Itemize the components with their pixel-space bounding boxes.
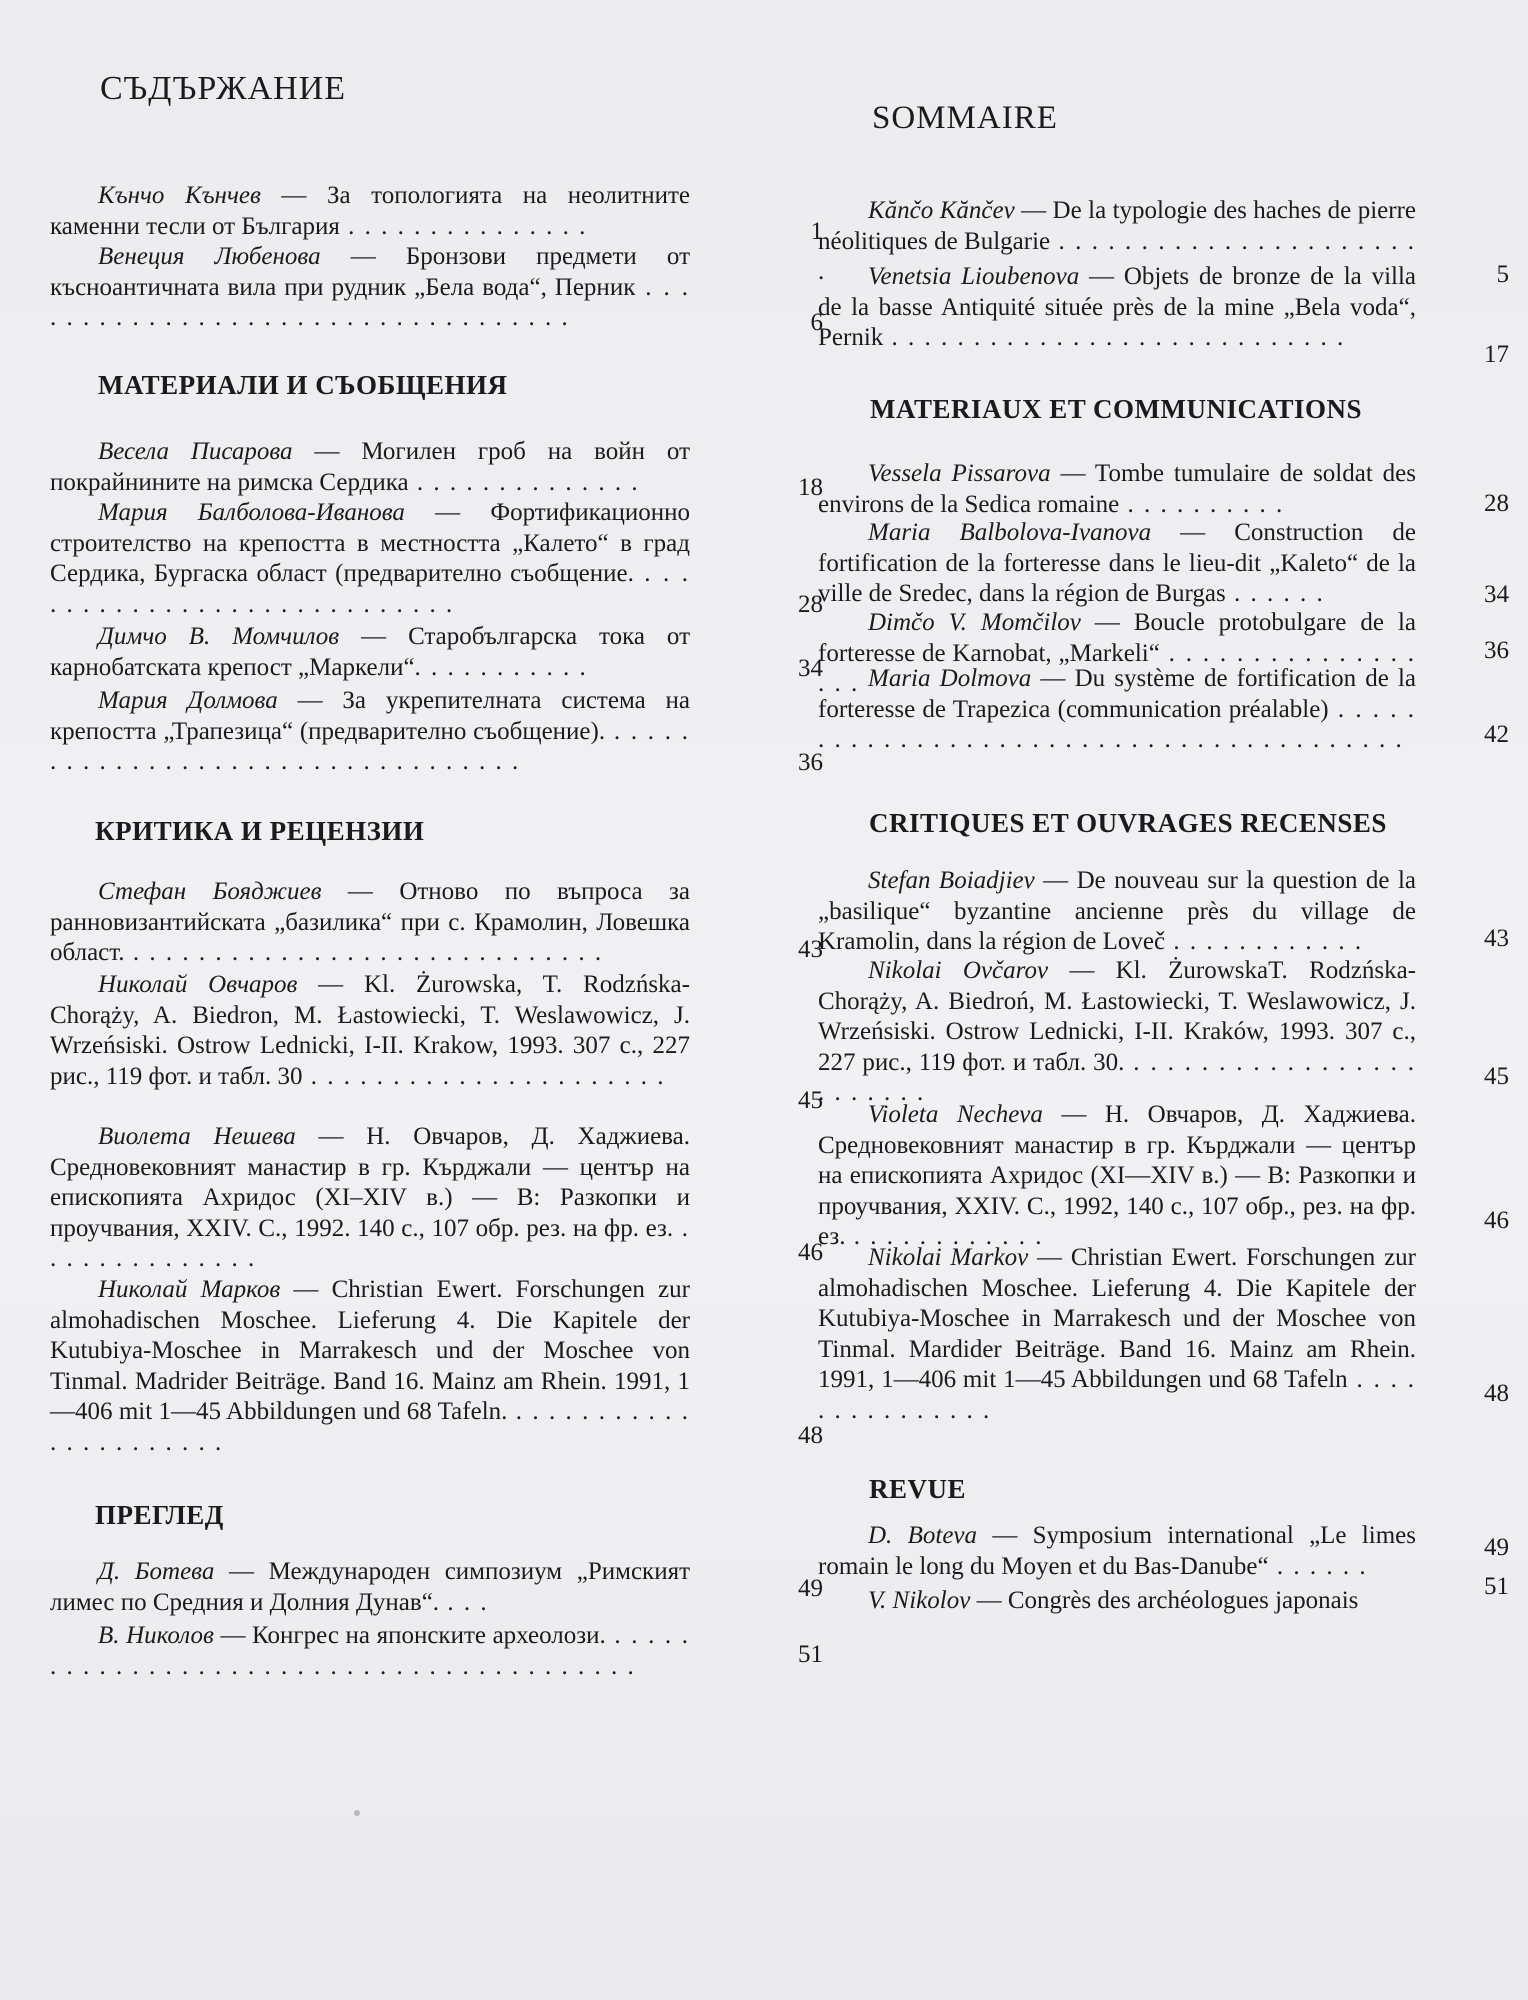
entry-author: Николай Марков xyxy=(98,1276,281,1303)
toc-entry xyxy=(50,1275,823,1458)
toc-entry xyxy=(50,1621,823,1682)
section-heading: МАТЕРИАЛИ И СЪОБЩЕНИЯ xyxy=(98,370,508,400)
toc-entry xyxy=(50,1557,823,1618)
section-heading: ПРЕГЛЕД xyxy=(95,1500,224,1530)
entry-author: Kănčo Kănčev xyxy=(868,197,1015,224)
entry-leader-dots: . . . . . . . . . . . . . . . xyxy=(818,1366,1417,1424)
entry-page-number: 1 xyxy=(810,218,823,245)
entry-leader-dots: . . . . . . . . . . . . xyxy=(1165,928,1364,955)
entry-leader-dots: . . . . . . . . . . . . . . . . . . . . . . . . . . . . xyxy=(50,560,691,618)
entry-title: — Symposium international „Le limes romain le long du Moyen et du Bas-Danube“ xyxy=(818,1522,1416,1580)
entry-title: — Н. Овчаров, Д. Хаджиева. Средновековният манастир в гр. Кърджали — център на епископията Ахридос (XI–XIV в.) — В: Разкопки и проучвания, XXIV. С., 1992. 140 с., 107 обр. рез. на фр. ез. xyxy=(50,1123,690,1242)
entry-page-number: 48 xyxy=(1484,1380,1509,1407)
entry-author: Nikolai Markov xyxy=(868,1244,1029,1271)
entry-leader-dots: . . . . . . . . . . . . . . . xyxy=(339,212,588,240)
toc-entry xyxy=(818,664,1509,756)
entry-page-number: 28 xyxy=(798,591,823,618)
section-heading: CRITIQUES ET OUVRAGES RECENSES xyxy=(869,808,1387,838)
toc-entry xyxy=(818,1100,1509,1253)
entry-title: — Н. Овчаров, Д. Хаджиева. Средновековният манастир в гр. Кърджали — център на епископията Ахридос (XI—XIV в.) — В: Разкопки и проучвания, XXIV. С., 1992, 140 с., 107 обр., рез. на фр. ез. xyxy=(818,1101,1416,1250)
entry-leader-dots: . . . . . . . . . . . . . . . . . . . . . . . xyxy=(818,227,1417,285)
entry-title: — Отново по въпроса за ранновизантийската „базилика“ при с. Крамолин, Ловешка област. xyxy=(50,878,690,966)
entry-title: — Christian Ewert. Forschungen zur almohadischen Moschee. Lieferung 4. Die Kapitele der Kutubiya-Moschee in Marrakesch und der Moschee von Tinmal. Madrider Beiträge. Band 16. Mainz am Rhein. 1991, 1—406 mit 1—45 Abbildungen und 68 Tafeln. xyxy=(50,1276,690,1425)
entry-leader-dots: . . . . . . . . . . . . . . . . . . . . . . xyxy=(50,1398,690,1456)
paper-mark xyxy=(354,1810,360,1816)
entry-page-number: 42 xyxy=(1484,721,1509,748)
section-heading: REVUE xyxy=(869,1474,967,1504)
entry-page-number: 34 xyxy=(1484,581,1509,608)
entry-author: Димчо В. Момчилов xyxy=(98,623,340,650)
section-heading: MATERIAUX ET COMMUNICATIONS xyxy=(870,394,1363,424)
entry-title: — Congrès des archéologues japonais xyxy=(970,1587,1359,1614)
toc-entry xyxy=(818,1521,1509,1582)
entry-author: Мария Балболова-Иванова xyxy=(98,499,405,526)
entry-title: — Objets de bronze de la villa de la basse Antiquité située près de la mine „Bela voda“, Pernik xyxy=(818,263,1416,351)
entry-title: — Boucle protobulgare de la forteresse de Karnobat, „Markeli“ xyxy=(818,609,1416,667)
entry-leader-dots: . . . . . . . . . . . . . . . . . . . . . . . . . . . . . . . . . . . xyxy=(50,273,690,331)
entry-leader-dots: . . . . . . xyxy=(1225,580,1325,607)
entry-leader-dots: . . . . . . . . . . . . . . xyxy=(408,468,640,496)
entry-author: Violeta Necheva xyxy=(868,1101,1043,1128)
entry-leader-dots: . . . . . . . . . . . . . . . . . . . . . . xyxy=(302,1062,666,1090)
entry-author: Venetsia Lioubenova xyxy=(868,263,1080,290)
entry-title: — De nouveau sur la question de la „basilique“ byzantine ancienne près du village de Kramolin, dans la région de Loveč xyxy=(818,867,1417,955)
entry-leader-dots: . . . . . . . . . . . . . . . . . . . . . . . . . . . . xyxy=(883,324,1346,351)
entry-author: Д. Ботева xyxy=(98,1558,215,1585)
entry-page-number: 43 xyxy=(798,936,823,963)
toc-entry xyxy=(50,242,823,336)
contents-title: СЪДЪРЖАНИЕ xyxy=(100,70,347,107)
entry-author: Стефан Бояджиев xyxy=(98,878,322,905)
entry-leader-dots: . . . . . . . . . . . xyxy=(414,653,588,681)
entry-author: В. Николов xyxy=(98,1622,214,1649)
entry-leader-dots: . . . . . . xyxy=(1268,1552,1368,1580)
toc-entry xyxy=(50,437,823,501)
toc-entry xyxy=(50,877,823,969)
entry-leader-dots: . . . . . . . . . . . . . . . . . . . . . . . . . . . . . . . . . . . . . . . . . xyxy=(50,1622,691,1680)
toc-entry xyxy=(818,262,1509,368)
toc-entry xyxy=(818,1243,1509,1426)
toc-entry xyxy=(50,1122,823,1275)
entry-page-number: 18 xyxy=(798,474,823,501)
entry-page-number: 34 xyxy=(798,655,823,682)
entry-title: — Могилен гроб на войн от покрайнините на римска Сердика xyxy=(50,438,690,496)
entry-author: Maria Balbolova-Ivanova xyxy=(868,519,1152,546)
entry-leader-dots: . . . . . . . . . . . . . . xyxy=(50,1214,690,1272)
toc-entry xyxy=(50,498,823,620)
toc-entry xyxy=(50,181,823,245)
entry-page-number: 46 xyxy=(798,1239,823,1266)
entry-title: — Старобългарска тока от карнобатската крепост „Маркели“ xyxy=(50,623,691,681)
entry-author: Nikolai Ovčarov xyxy=(868,957,1049,984)
entry-author: Vessela Pissarova xyxy=(868,460,1051,487)
entry-page-number: 51 xyxy=(1484,1573,1509,1600)
toc-entry xyxy=(818,518,1509,610)
entry-title: — Бронзови предмети от късноантичната вила при рудник „Бела вода“, Перник xyxy=(50,243,690,301)
entry-page-number: 6 xyxy=(810,309,823,336)
toc-entry xyxy=(50,970,823,1114)
sommaire-title: SOMMAIRE xyxy=(872,100,1058,136)
entry-author: Николай Овчаров xyxy=(98,971,298,998)
entry-author: Maria Dolmova xyxy=(868,665,1032,692)
entry-leader-dots: . . . . . . . . . . . . . . . . . . xyxy=(818,639,1416,697)
entry-page-number: 36 xyxy=(1484,637,1509,664)
entry-author: Мария Долмова xyxy=(98,687,278,714)
entry-page-number: 49 xyxy=(1484,1534,1509,1561)
toc-entry xyxy=(818,866,1509,958)
entry-leader-dots: . . . . . . . . . . . . . . . . . . . . . . . . . . . . . xyxy=(124,939,604,966)
entry-page-number: 5 xyxy=(1496,261,1509,288)
entry-title: — Du système de fortification de la forteresse de Trapezica (communication préalable) xyxy=(818,665,1416,723)
entry-page-number: 17 xyxy=(1484,341,1509,368)
entry-author: Кънчо Кънчев xyxy=(98,182,261,209)
entry-title: — De la typologie des haches de pierre néolitiques de Bulgarie xyxy=(818,197,1416,255)
entry-leader-dots: . . . . . . . . . . xyxy=(1119,490,1285,518)
entry-title: — За топологията на неолитните каменни тесли от България xyxy=(50,182,690,240)
section-heading: КРИТИКА И РЕЦЕНЗИИ xyxy=(95,816,425,846)
entry-author: Весела Писарова xyxy=(98,438,293,465)
entry-leader-dots: . . . . . . . . . . . . . . . . . . . . . . . . . . . . . . . . . . . . . . . . . xyxy=(818,695,1416,753)
entry-page-number: 36 xyxy=(798,749,823,776)
entry-leader-dots: . . . xyxy=(439,1588,489,1616)
entry-title: — Kl. Żurowska, T. Rodzńska-Chorąży, A. Biedron, M. Łastowiecki, T. Weslawowicz, J. Wrzeńsiski. Ostrow Lednicki, I-II. Krakow, 1993. 307 с., 227 рис., 119 фот. и табл. 30 xyxy=(50,971,690,1090)
toc-entry xyxy=(818,459,1509,520)
toc-entry xyxy=(818,956,1509,1109)
entry-page-number: 43 xyxy=(1484,925,1509,952)
entry-page-number: 48 xyxy=(798,1422,823,1449)
entry-title: — За укрепителната система на крепостта „Трапезица“ (предварително съобщение). xyxy=(50,687,690,745)
entry-title: — Фортификационно строителство на крепостта в местността „Калето“ в град Сердика, Бургаска област (предварително съобщение. xyxy=(50,499,690,587)
entry-author: Виолета Нешева xyxy=(98,1123,296,1150)
toc-entry xyxy=(818,1573,1509,1617)
entry-author: Dimčo V. Momčilov xyxy=(868,609,1081,636)
entry-title: — Construction de fortification de la forteresse dans le lieu-dit „Kaleto“ de la ville de Sredec, dans la région de Burgas xyxy=(818,519,1416,607)
entry-author: Венеция Любенова xyxy=(98,243,321,270)
entry-author: Stefan Boiadjiev xyxy=(868,867,1035,894)
entry-leader-dots: . . . . . . . . . . . . xyxy=(845,1223,1044,1250)
entry-page-number: 49 xyxy=(798,1575,823,1602)
entry-title: — Christian Ewert. Forschungen zur almohadischen Moschee. Lieferung 4. Die Kapitele der Kutubiya-Moschee in Marrakesch und der Moschee von Tinmal. Mardider Beiträge. Band 16. Mainz am Rhein. 1991, 1—406 mit 1—45 Abbildungen und 68 Tafeln xyxy=(818,1244,1416,1393)
entry-title: — Конгрес на японските археолози. xyxy=(213,1622,606,1649)
entry-title: — Kl. ŻurowskaT. Rodzńska-Chorąży, A. Biedroń, M. Łastowiecki, T. Weslawowicz, J. Wrzeńsiski. Ostrow Lednicki, I-II. Kraków, 1993. 307 с., 227 рис., 119 фот. и табл. 30. xyxy=(818,957,1416,1076)
entry-author: D. Boteva xyxy=(868,1522,978,1549)
entry-page-number: 28 xyxy=(1484,490,1509,517)
entry-page-number: 45 xyxy=(798,1087,823,1114)
toc-entry xyxy=(50,622,823,683)
entry-title: — Tombe tumulaire de soldat des environs de la Sedica romaine xyxy=(818,460,1417,518)
toc-entry xyxy=(50,686,823,778)
entry-page-number: 46 xyxy=(1484,1207,1509,1234)
entry-page-number: 51 xyxy=(798,1641,823,1668)
entry-leader-dots: . . . . . . . . . . . . . . . . . . . . . . . . xyxy=(818,1048,1416,1106)
entry-leader-dots: . . . . . . . . . . . . . . . . . . . . . . . . . . . . . . . . . . xyxy=(50,717,691,775)
entry-author: V. Nikolov xyxy=(868,1587,971,1614)
entry-title: — Международен симпозиум „Римският лимес по Средния и Долния Дунав“. xyxy=(50,1558,691,1616)
entry-page-number: 45 xyxy=(1484,1063,1509,1090)
